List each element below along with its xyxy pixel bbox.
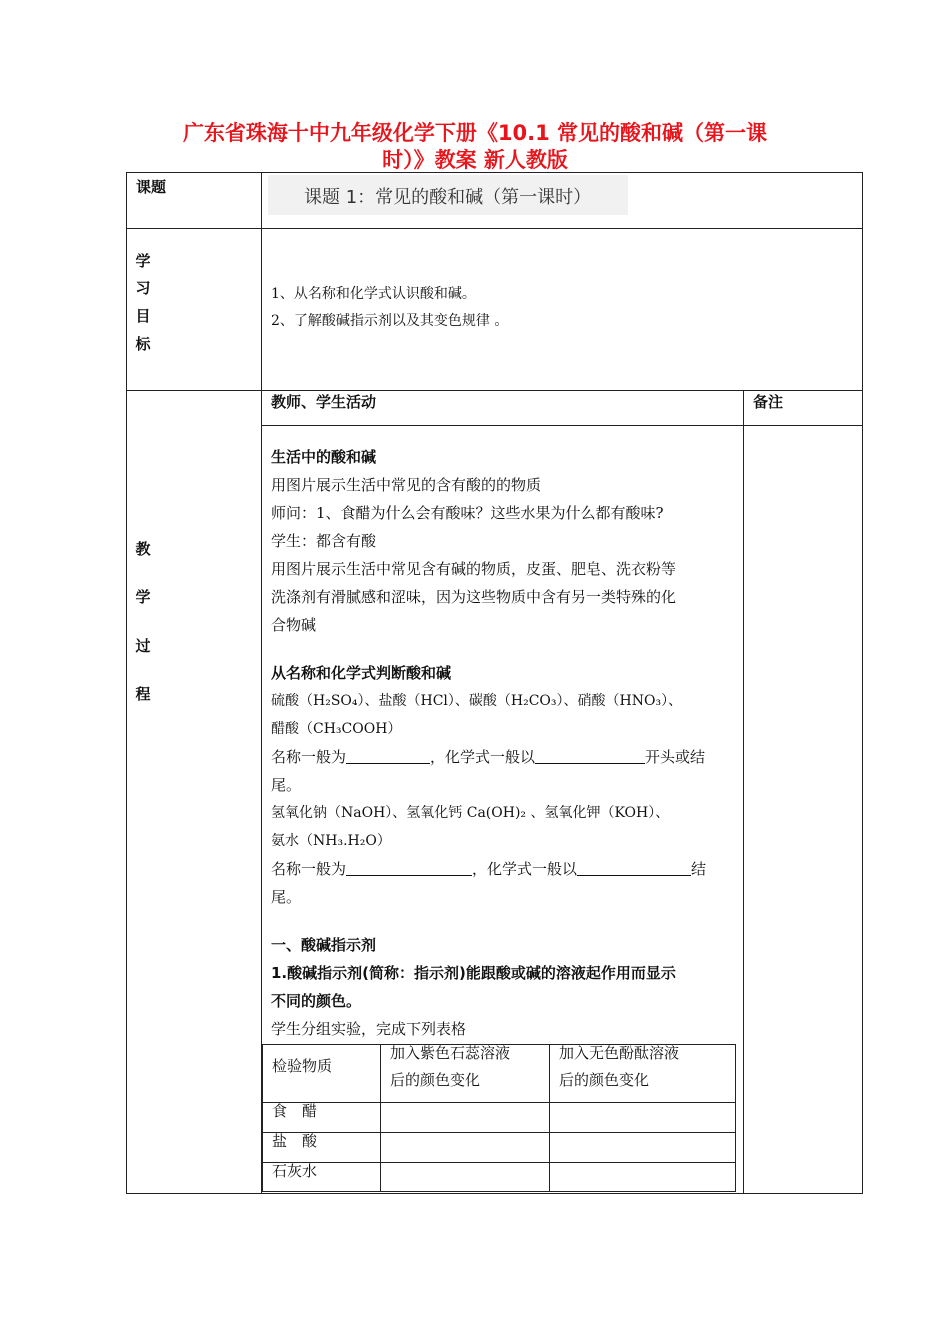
acid-question-part-a: 名称一般为 <box>271 748 347 766</box>
goal-label-char-3: 目 <box>135 307 151 325</box>
base-formula-blank[interactable] <box>577 861 691 876</box>
table-divider-notes-col <box>743 390 744 1194</box>
base-question-ending: 尾。 <box>271 888 302 906</box>
acid-formula-blank[interactable] <box>535 749 645 764</box>
section-heading-name-formula: 从名称和化学式判断酸和碱 <box>271 664 452 682</box>
topic-banner-text: 课题 1：常见的酸和碱（第一课时） <box>304 187 592 208</box>
goal-label-char-2: 习 <box>135 279 151 297</box>
acid-examples-line-1: 硫酸（H₂SO₄）、盐酸（HCl）、碳酸（H₂CO₃）、硝酸（HNO₃）、 <box>271 693 683 709</box>
notes-column-header: 备注 <box>753 393 784 411</box>
process-label-char-2: 学 <box>135 588 151 606</box>
experiment-header-litmus-line1: 加入紫色石蕊溶液 <box>390 1044 511 1062</box>
acid-question-part-c: 开头或结 <box>645 748 706 766</box>
section-heading-indicators: 一、酸碱指示剂 <box>271 936 377 954</box>
experiment-row-vinegar: 食 醋 <box>272 1102 318 1120</box>
base-fill-in-question <box>271 858 706 879</box>
acid-examples-line-2: 醋酸（CH₃COOH） <box>271 721 402 737</box>
paragraph-base-images-2: 洗涤剂有滑腻感和涩味，因为这些物质中含有另一类特殊的化 <box>271 588 677 606</box>
base-question-part-b: ，化学式一般以 <box>472 860 578 878</box>
experiment-header-phenolphthalein-line1: 加入无色酚酞溶液 <box>559 1044 680 1062</box>
table-divider-topic <box>126 228 863 229</box>
experiment-header-phenolphthalein-line2: 后的颜色变化 <box>559 1071 650 1089</box>
paragraph-student-answer: 学生：都含有酸 <box>271 532 377 550</box>
paragraph-base-images-3: 合物碱 <box>271 616 317 634</box>
base-examples-line-1: 氢氧化钠（NaOH）、氢氧化钙 Ca(OH)₂ 、氢氧化钾（KOH）、 <box>271 805 670 821</box>
process-label-char-4: 程 <box>135 685 151 703</box>
goal-label-char-1: 学 <box>135 252 151 270</box>
paragraph-base-images-1: 用图片展示生活中常见含有碱的物质，皮蛋、肥皂、洗衣粉等 <box>271 560 677 578</box>
table-divider-label-col <box>261 172 262 1194</box>
experiment-header-litmus-line2: 后的颜色变化 <box>390 1071 481 1089</box>
topic-label: 课题 <box>136 178 167 196</box>
paragraph-teacher-question: 师问：1、食醋为什么会有酸味？这些水果为什么都有酸味? <box>271 504 664 522</box>
base-question-part-a: 名称一般为 <box>271 860 347 878</box>
experiment-row-limewater: 石灰水 <box>272 1162 318 1180</box>
base-examples-line-2: 氨水（NH₃.H₂O） <box>271 833 391 849</box>
experiment-header-substance: 检验物质 <box>272 1057 333 1075</box>
experiment-row-hydrochloric-acid: 盐 酸 <box>272 1132 318 1150</box>
acid-name-blank[interactable] <box>346 749 430 764</box>
group-experiment-instruction: 学生分组实验，完成下列表格 <box>271 1020 467 1038</box>
document-title <box>150 120 800 174</box>
document-title-line2: 时）》教案 新人教版 <box>382 148 568 172</box>
table-divider-process-header <box>261 425 863 426</box>
section-heading-acids-bases-in-life: 生活中的酸和碱 <box>271 448 377 466</box>
process-label-char-1: 教 <box>135 540 151 558</box>
indicator-definition-line-2: 不同的颜色。 <box>271 992 362 1010</box>
document-title-line1: 广东省珠海十中九年级化学下册《10.1 常见的酸和碱（第一课 <box>182 121 768 145</box>
acid-question-part-b: ，化学式一般以 <box>430 748 536 766</box>
goal-label-char-4: 标 <box>135 335 151 353</box>
goal-item-1: 1、从名称和化学式认识酸和碱。 <box>271 286 476 302</box>
topic-banner-image <box>268 175 628 215</box>
indicator-definition-line-1: 1.酸碱指示剂(简称：指示剂)能跟酸或碱的溶液起作用而显示 <box>271 964 676 982</box>
experiment-header-phenolphthalein <box>559 1040 679 1094</box>
goal-item-2: 2、了解酸碱指示剂以及其变色规律 。 <box>271 313 509 329</box>
acid-question-ending: 尾。 <box>271 776 302 794</box>
process-label-char-3: 过 <box>135 637 151 655</box>
acid-fill-in-question <box>271 746 705 767</box>
activity-column-header: 教师、学生活动 <box>271 393 377 411</box>
experiment-header-litmus <box>390 1040 510 1094</box>
base-question-part-c: 结 <box>691 860 707 878</box>
base-name-blank[interactable] <box>346 861 472 876</box>
paragraph-acid-images: 用图片展示生活中常见的含有酸的的物质 <box>271 476 542 494</box>
